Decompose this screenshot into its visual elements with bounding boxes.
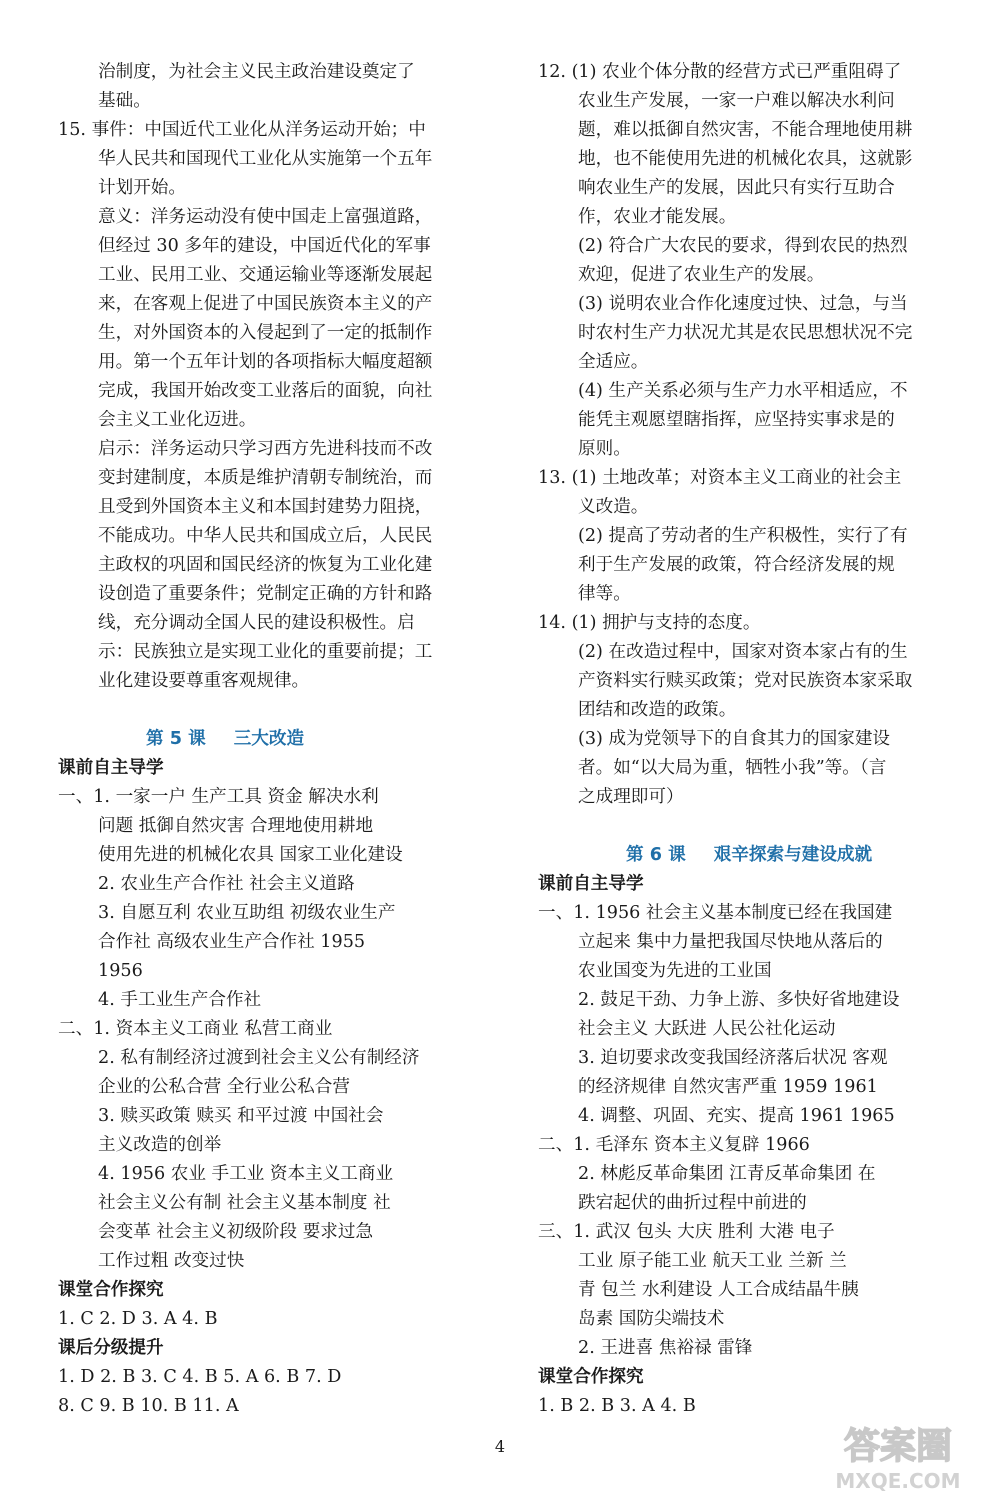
text-line: 律等。 (578, 584, 631, 604)
text-line: 工业 原子能工业 航天工业 兰新 兰 (578, 1251, 847, 1271)
text-line: (3) 说明农业合作化速度过快、过急，与当 (578, 294, 908, 314)
text-line: 二、1. 资本主义工商业 私营工商业 (58, 1019, 333, 1039)
section-heading: 课后分级提升 (58, 1338, 164, 1358)
text-line: 15. 事件：中国近代工业化从洋务运动开始；中 (58, 120, 426, 140)
text-line: 2. 农业生产合作社 社会主义道路 (98, 874, 355, 894)
text-line: 社会主义 大跃进 人民公社化运动 (578, 1019, 836, 1039)
text-line: 8. C 9. B 10. B 11. A (58, 1396, 239, 1416)
text-line: 2. 王进喜 焦裕禄 雷锋 (578, 1338, 753, 1358)
text-line: 地，也不能使用先进的机械化农具，这就影 (578, 149, 913, 169)
text-line: 时农村生产力状况尤其是农民思想状况不完 (578, 323, 913, 343)
text-line: 13. (1) 土地改革；对资本主义工商业的社会主 (538, 468, 902, 488)
text-line: 一、1. 1956 社会主义基本制度已经在我国建 (538, 903, 893, 923)
lesson-title (538, 841, 946, 870)
text-line: 变封建制度，本质是维护清朝专制统治，而 (98, 468, 433, 488)
text-line: 设创造了重要条件；党制定正确的方针和路 (98, 584, 433, 604)
text-line: 工业、民用工业、交通运输业等逐渐发展起 (98, 265, 433, 285)
text-line: 问题 抵御自然灾害 合理地使用耕地 (98, 816, 374, 836)
text-line: 主义改造的创举 (98, 1135, 222, 1155)
watermark-logo (818, 1418, 978, 1498)
text-line: 12. (1) 农业个体分散的经营方式已严重阻碍了 (538, 62, 902, 82)
text-line: 1. D 2. B 3. C 4. B 5. A 6. B 7. D (58, 1367, 342, 1387)
text-line: 作，农业才能发展。 (578, 207, 737, 227)
text-line: (2) 提高了劳动者的生产积极性，实行了有 (578, 526, 908, 546)
text-line: 2. 林彪反革命集团 江青反革命集团 在 (578, 1164, 876, 1184)
section-heading: 课堂合作探究 (58, 1280, 164, 1300)
text-line: 团结和改造的政策。 (578, 700, 737, 720)
text-line: 治制度，为社会主义民主政治建设奠定了 (98, 62, 415, 82)
text-line: 能凭主观愿望瞎指挥，应坚持实事求是的 (578, 410, 895, 430)
text-line: 三、1. 武汉 包头 大庆 胜利 大港 电子 (538, 1222, 835, 1242)
text-line: 工作过粗 改变过快 (98, 1251, 245, 1271)
text-line: 会变革 社会主义初级阶段 要求过急 (98, 1222, 374, 1242)
text-line: 原则。 (578, 439, 631, 459)
lesson-number: 第 5 课 (146, 729, 206, 749)
text-line: 业化建设要尊重客观规律。 (98, 671, 310, 691)
text-line: 农业国变为先进的工业国 (578, 961, 772, 981)
text-line: 义改造。 (578, 497, 649, 517)
page-number: 4 (494, 1437, 506, 1456)
text-line: 3. 迫切要求改变我国经济落后状况 客观 (578, 1048, 888, 1068)
text-line: 华人民共和国现代工业化从实施第一个五年 (98, 149, 433, 169)
text-line: 3. 自愿互利 农业互助组 初级农业生产 (98, 903, 396, 923)
text-line: 题，难以抵御自然灾害，不能合理地使用耕 (578, 120, 913, 140)
text-line: 二、1. 毛泽东 资本主义复辟 1966 (538, 1135, 810, 1155)
text-line: 14. (1) 拥护与支持的态度。 (538, 613, 761, 633)
text-line: 立起来 集中力量把我国尽快地从落后的 (578, 932, 883, 952)
right-column (538, 58, 946, 1421)
text-line: 主政权的巩固和国民经济的恢复为工业化建 (98, 555, 433, 575)
text-line: 线，充分调动全国人民的建设积极性。启 (98, 613, 415, 633)
text-line: 1. C 2. D 3. A 4. B (58, 1309, 218, 1329)
text-line: 的经济规律 自然灾害严重 1959 1961 (578, 1077, 878, 1097)
text-line: 之成理即可） (578, 787, 684, 807)
text-line: 3. 赎买政策 赎买 和平过渡 中国社会 (98, 1106, 384, 1126)
text-line: 欢迎，促进了农业生产的发展。 (578, 265, 825, 285)
text-line: 计划开始。 (98, 178, 186, 198)
watermark-top: 答案圈 (843, 1426, 953, 1467)
text-line: 利于生产发展的政策，符合经济发展的规 (578, 555, 895, 575)
text-line: 启示：洋务运动只学习西方先进科技而不改 (98, 439, 433, 459)
text-line: (3) 成为党领导下的自食其力的国家建设 (578, 729, 891, 749)
text-line: (2) 在改造过程中，国家对资本家占有的生 (578, 642, 908, 662)
section-heading: 课前自主导学 (58, 758, 164, 778)
text-line: 跌宕起伏的曲折过程中前进的 (578, 1193, 807, 1213)
text-line: 企业的公私合营 全行业公私合营 (98, 1077, 350, 1097)
text-line: 完成，我国开始改变工业落后的面貌，向社 (98, 381, 433, 401)
text-line: 1. B 2. B 3. A 4. B (538, 1396, 696, 1416)
left-column (58, 58, 478, 1421)
text-line: 响农业生产的发展，因此只有实行互助合 (578, 178, 895, 198)
spacer (538, 812, 946, 841)
text-line: 且受到外国资本主义和本国封建势力阻挠， (98, 497, 433, 517)
text-line: 来，在客观上促进了中国民族资本主义的产 (98, 294, 433, 314)
section-heading: 课堂合作探究 (538, 1367, 644, 1387)
text-line: 4. 调整、巩固、充实、提高 1961 1965 (578, 1106, 895, 1126)
text-line: 青 包兰 水利建设 人工合成结晶牛胰 (578, 1280, 859, 1300)
text-line: 不能成功。中华人民共和国成立后，人民民 (98, 526, 433, 546)
lesson-title (58, 725, 478, 754)
text-line: (4) 生产关系必须与生产力水平相适应，不 (578, 381, 908, 401)
watermark-bottom: MXQE.COM (835, 1469, 961, 1493)
text-line: 一、1. 一家一户 生产工具 资金 解决水利 (58, 787, 379, 807)
text-line: 1956 (98, 961, 143, 981)
text-line: 生，对外国资本的入侵起到了一定的抵制作 (98, 323, 433, 343)
text-line: 2. 私有制经济过渡到社会主义公有制经济 (98, 1048, 420, 1068)
text-line: 农业生产发展，一家一户难以解决水利问 (578, 91, 895, 111)
text-line: 者。如“以大局为重，牺牲小我”等。（言 (578, 758, 887, 778)
lesson-number: 第 6 课 (626, 845, 686, 865)
spacer (58, 696, 478, 725)
text-line: 岛素 国防尖端技术 (578, 1309, 725, 1329)
text-line: 全适应。 (578, 352, 649, 372)
text-line: (2) 符合广大农民的要求，得到农民的热烈 (578, 236, 908, 256)
text-line: 使用先进的机械化农具 国家工业化建设 (98, 845, 403, 865)
text-line: 意义：洋务运动没有使中国走上富强道路， (98, 207, 433, 227)
text-line: 示：民族独立是实现工业化的重要前提；工 (98, 642, 433, 662)
text-line: 社会主义公有制 社会主义基本制度 社 (98, 1193, 391, 1213)
text-line: 会主义工业化迈进。 (98, 410, 257, 430)
text-line: 合作社 高级农业生产合作社 1955 (98, 932, 366, 952)
text-line: 用。第一个五年计划的各项指标大幅度超额 (98, 352, 433, 372)
lesson-name: 艰辛探索与建设成就 (713, 845, 873, 865)
text-line: 基础。 (98, 91, 151, 111)
text-line: 4. 1956 农业 手工业 资本主义工商业 (98, 1164, 394, 1184)
section-heading: 课前自主导学 (538, 874, 644, 894)
text-line: 产资料实行赎买政策；党对民族资本家采取 (578, 671, 913, 691)
text-line: 但经过 30 多年的建设，中国近代化的军事 (98, 236, 431, 256)
lesson-name: 三大改造 (233, 729, 305, 749)
text-line: 2. 鼓足干劲、力争上游、多快好省地建设 (578, 990, 900, 1010)
text-line: 4. 手工业生产合作社 (98, 990, 262, 1010)
